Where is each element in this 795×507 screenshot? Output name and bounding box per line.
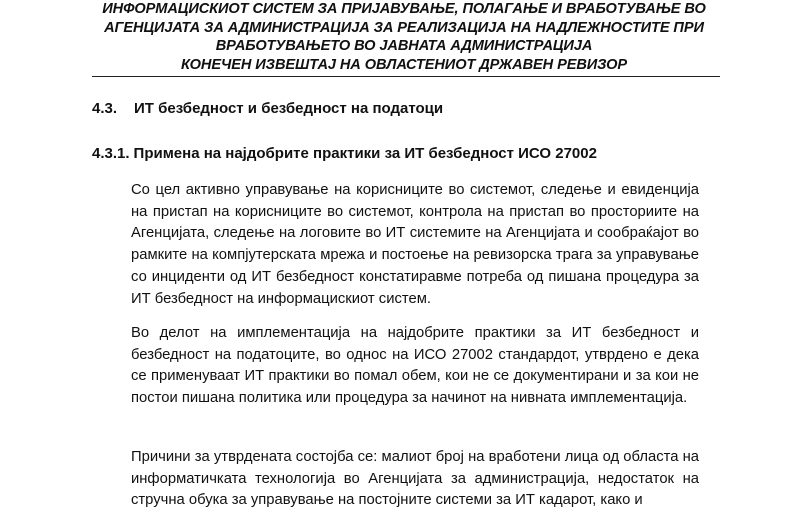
- header-line: ВРАБОТУВАЊЕТО ВО ЈАВНАТА АДМИНИСТРАЦИЈА: [215, 38, 593, 54]
- body-paragraph: Во делот на имплементација на најдобрите практики за ИТ безбедност и безбедност на податоците, во однос на ИСО 27002 стандардот, утврдено е дека се применуваат ИТ практики во помал обем, кои не се документирани и за кои не постои пишана политика или процедура за начинот на нивната имплементација.: [131, 325, 699, 407]
- header-line: АГЕНЦИЈАТА ЗА АДМИНИСТРАЦИЈА ЗА РЕАЛИЗАЦИЈА НА НАДЛЕЖНОСТИТЕ ПРИ: [104, 19, 704, 36]
- body-paragraph: Причини за утврдената состојба се: малиот број на вработени лица од областа на информатичката технологија во Агенцијата за администрација, недостаток на стручна обука за управување на постојните системи за ИТ кадарот, како и: [131, 449, 699, 507]
- report-header: [84, 0, 724, 74]
- header-divider: [92, 76, 720, 77]
- subsection-number: 4.3.1.: [92, 145, 130, 162]
- section-number: 4.3.: [92, 100, 118, 117]
- section-title: ИТ безбедност и безбедност на податоци: [134, 100, 444, 117]
- header-line: ИНФОРМАЦИСКИОТ СИСТЕМ ЗА ПРИЈАВУВАЊЕ, ПОЛАГАЊЕ И ВРАБОТУВАЊЕ ВО: [102, 1, 706, 17]
- subsection-title: Примена на најдобрите практики за ИТ безбедност ИСО 27002: [133, 145, 597, 162]
- section-heading: [92, 100, 443, 117]
- body-paragraph: Со цел активно управување на корисниците во системот, следење и евиденција на пристап на корисниците во системот, контрола на пристап во просториите на Агенцијата, следење на логовите во ИТ системите на Агенцијата и сообраќајот во рамките на компјутерската мрежа и постоење на ревизорска трага за управување со инциденти од ИТ безбедност констатиравме потреба од пишана процедура за ИТ безбедност на информацискиот систем.: [131, 182, 699, 307]
- header-line: КОНЕЧЕН ИЗВЕШТАЈ НА ОВЛАСТЕНИОТ ДРЖАВЕН РЕВИЗОР: [181, 56, 627, 73]
- subsection-heading: [92, 145, 597, 162]
